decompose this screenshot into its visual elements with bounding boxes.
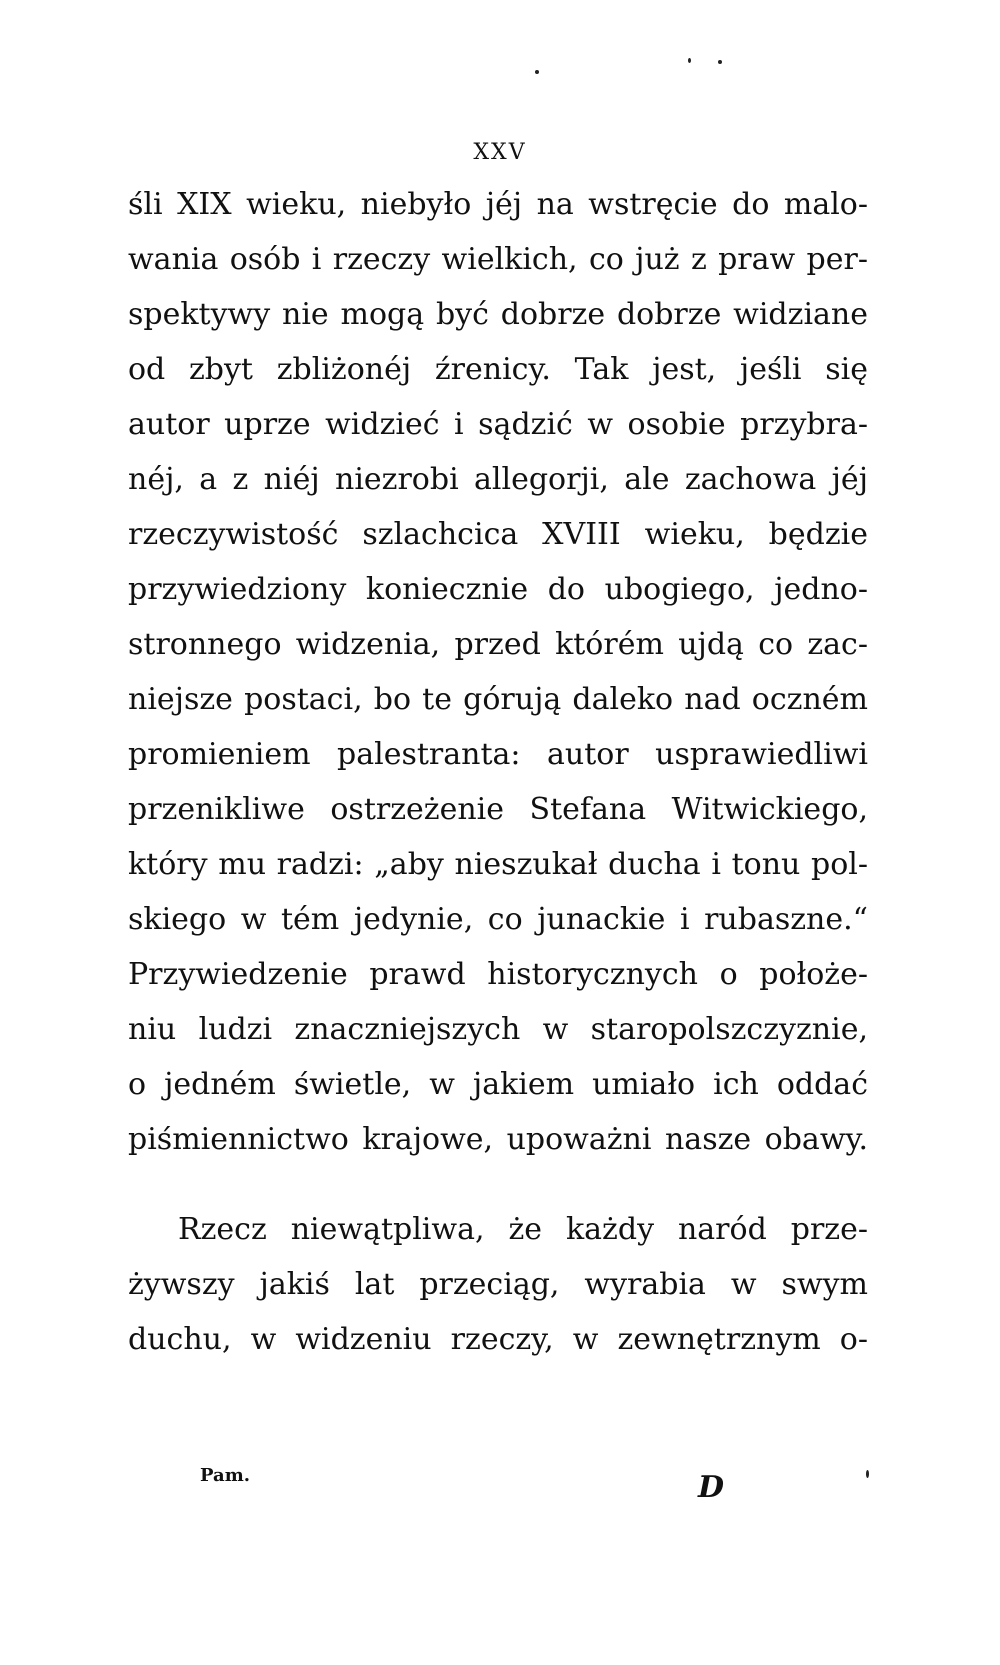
text-line: piśmiennictwo krajowe, upoważni nasze obawy.	[128, 1122, 868, 1157]
text-line: przywiedziony koniecznie do ubogiego, jedno-	[128, 572, 868, 607]
text-line: niu ludzi znaczniejszych w staropolszczyznie,	[128, 1012, 868, 1047]
paragraph-first-line: Rzecz niewątpliwa, że każdy naród prze-	[178, 1212, 868, 1247]
text-line: autor uprze widzieć i sądzić w osobie przybra-	[128, 407, 868, 442]
text-line: od zbyt zbliżonéj źrenicy. Tak jest, jeśli się	[128, 352, 868, 387]
text-line: Przywiedzenie prawd historycznych o położe-	[128, 957, 868, 992]
text-line: śli XIX wieku, niebyło jéj na wstręcie do malo-	[128, 187, 868, 222]
text-line: spektywy nie mogą być dobrze dobrze widziane	[128, 297, 868, 332]
text-line: duchu, w widzeniu rzeczy, w zewnętrznym o-	[128, 1322, 868, 1357]
text-line: żywszy jakiś lat przeciąg, wyrabia w swym	[128, 1267, 868, 1302]
text-line: o jedném świetle, w jakiem umiało ich oddać	[128, 1067, 868, 1102]
page-number: XXV	[473, 140, 527, 165]
signature-mark: Pam.	[200, 1465, 251, 1486]
text-line: skiego w tém jedynie, co junackie i rubaszne.“	[128, 902, 868, 937]
ink-speck	[688, 58, 691, 63]
text-line: rzeczywistość szlachcica XVIII wieku, będzie	[128, 517, 868, 552]
text-line: promieniem palestranta: autor usprawiedliwi	[128, 737, 868, 772]
text-line: stronnego widzenia, przed którém ujdą co zac-	[128, 627, 868, 662]
text-line: przenikliwe ostrzeżenie Stefana Witwickiego,	[128, 792, 868, 827]
text-line: néj, a z niéj niezrobi allegorji, ale zachowa jéj	[128, 462, 868, 497]
text-line: niejsze postaci, bo te górują daleko nad oczném	[128, 682, 868, 717]
ink-speck	[866, 1470, 869, 1478]
text-line: który mu radzi: „aby nieszukał ducha i tonu pol-	[128, 847, 868, 882]
ink-speck	[535, 70, 539, 74]
gathering-mark: D	[698, 1470, 725, 1505]
text-line: wania osób i rzeczy wielkich, co już z praw per-	[128, 242, 868, 277]
ink-speck	[718, 60, 722, 64]
